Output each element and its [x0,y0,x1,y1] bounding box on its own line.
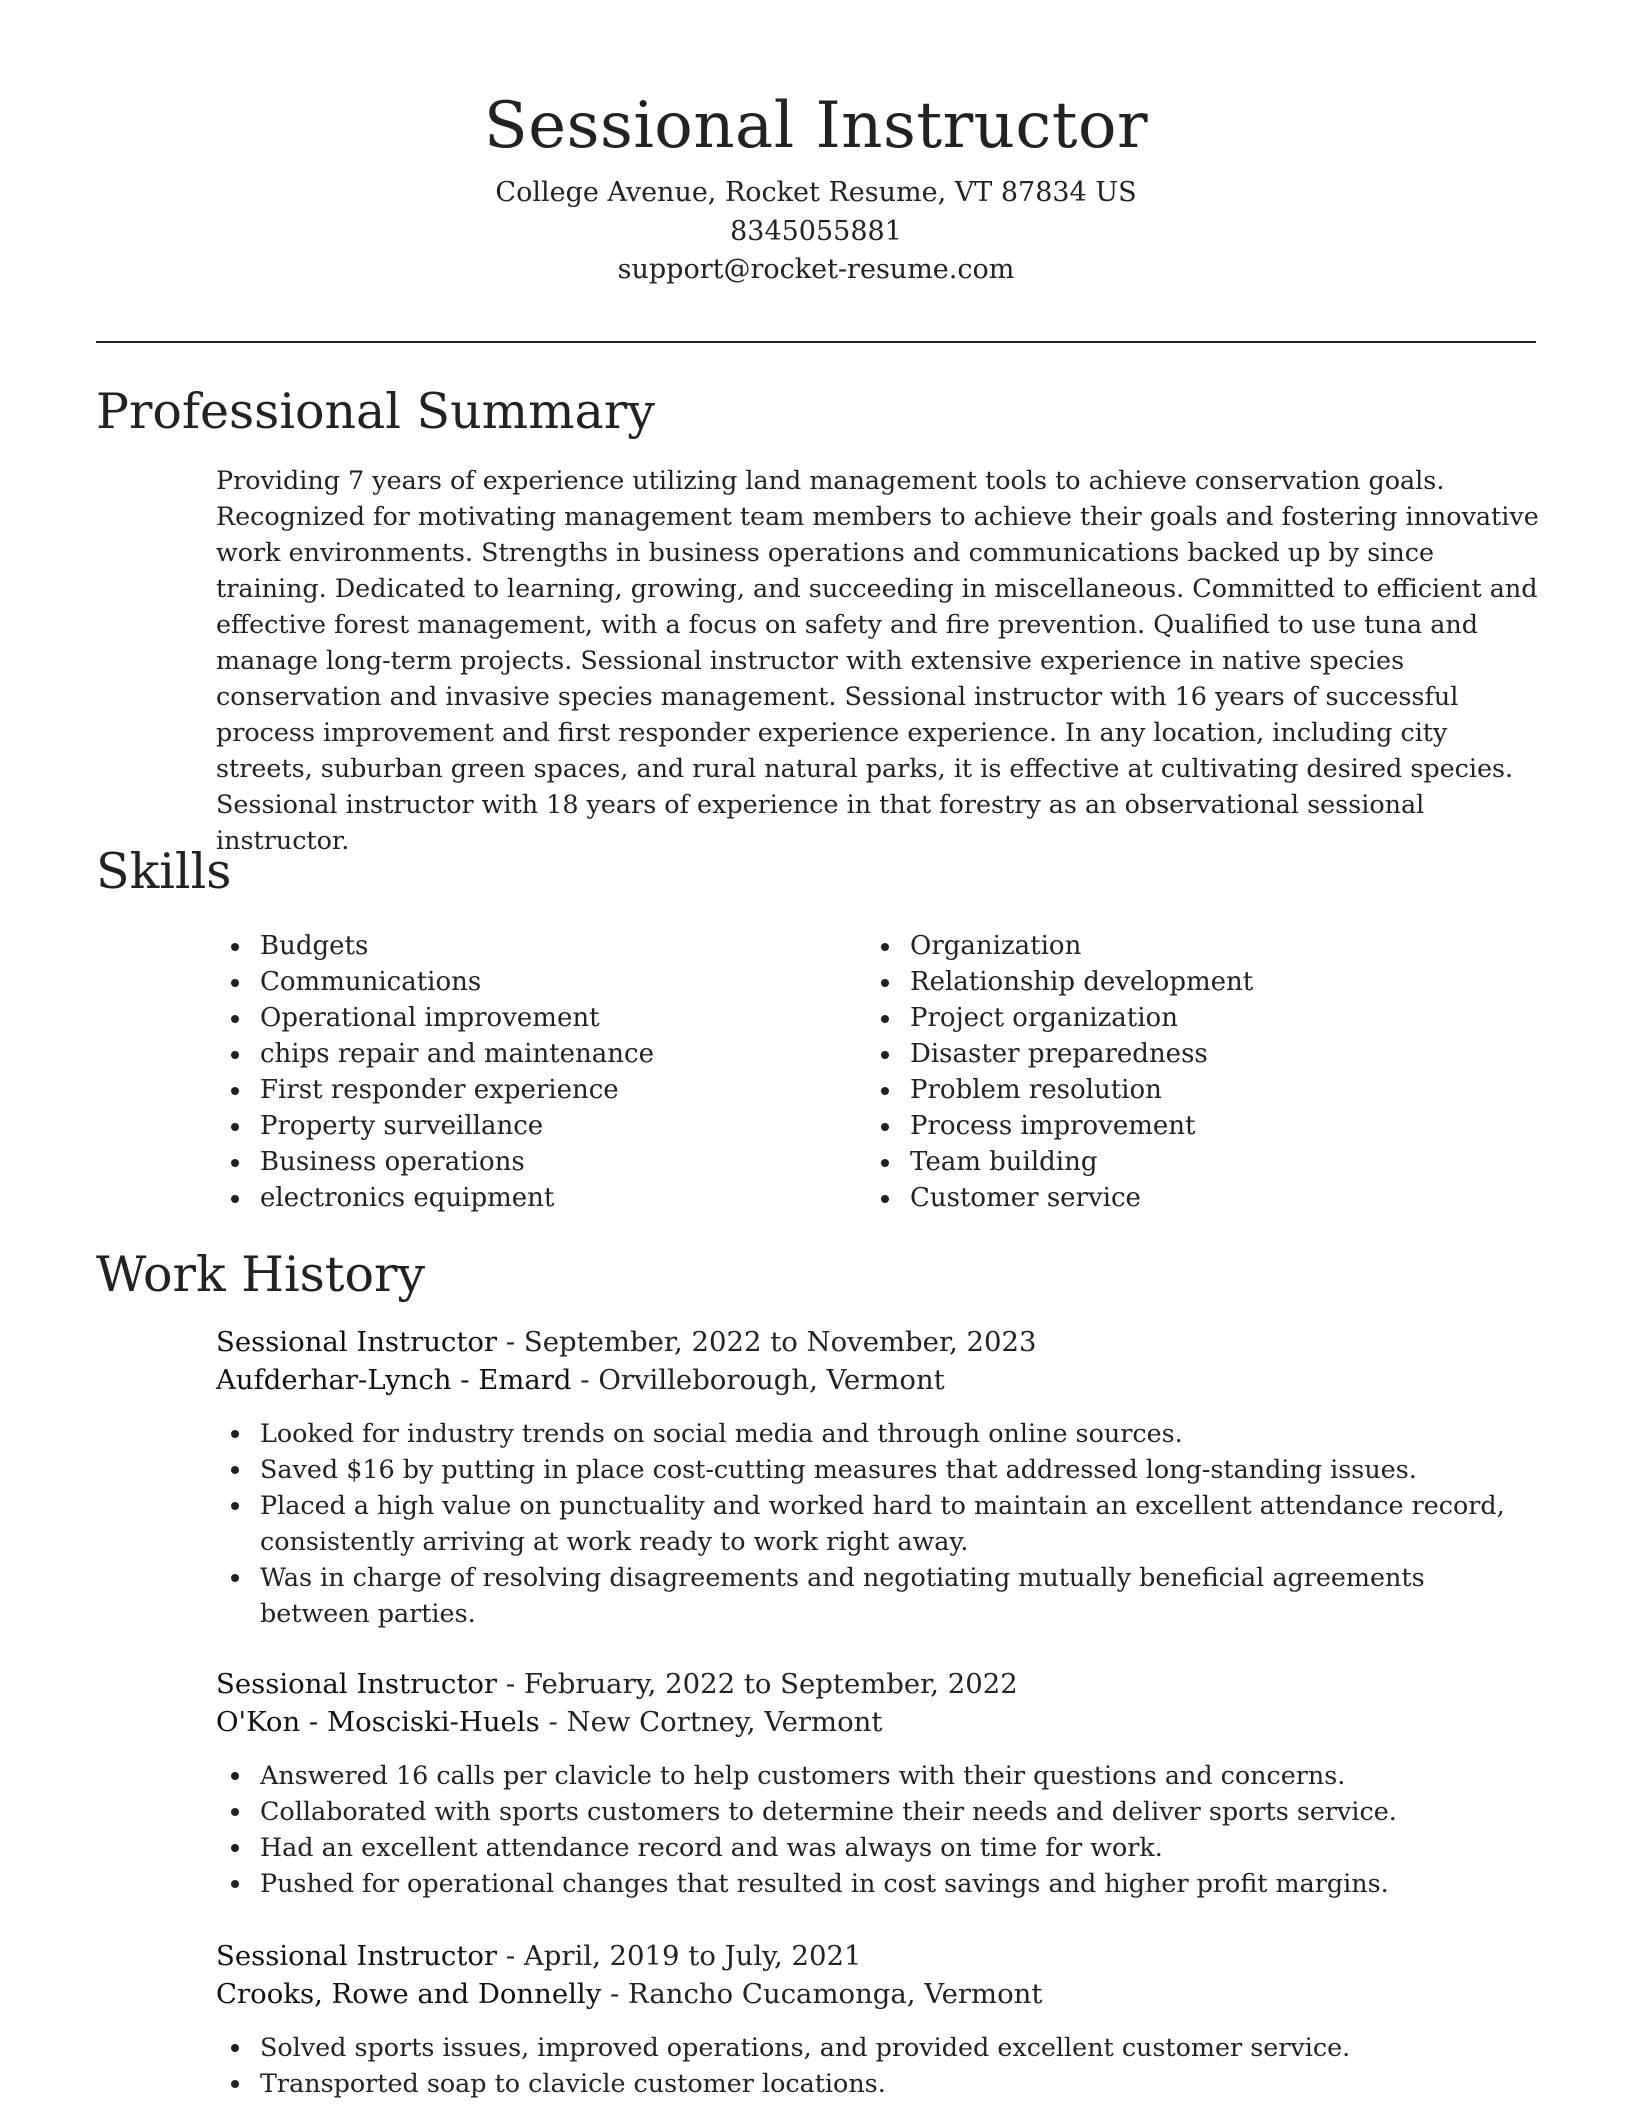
job-entry [216,1937,1536,2101]
job-bullet: Had an excellent attendance record and was always on time for work. [216,1829,1536,1865]
job-title: Sessional Instructor [216,1668,498,1700]
job-bullet: Answered 16 calls per clavicle to help customers with their questions and concerns. [216,1757,1536,1793]
work-history-heading: Work History [96,1246,426,1303]
skill-item: Property surveillance [216,1108,866,1144]
job-bullets [216,1415,1536,1631]
job-title: Sessional Instructor [216,1326,498,1358]
job-bullet: Collaborated with sports customers to determine their needs and deliver sports service. [216,1793,1536,1829]
job-location: New Cortney, Vermont [566,1706,883,1738]
skill-item: Process improvement [866,1108,1516,1144]
job-company: Crooks, Rowe and Donnelly [216,1978,602,2010]
job-title-line: Sessional Instructor - February, 2022 to September, 2022 [216,1668,1018,1700]
job-bullets [216,2029,1536,2101]
job-bullet: Looked for industry trends on social media and through online sources. [216,1415,1536,1451]
skill-item: electronics equipment [216,1180,866,1216]
contact-email: support@rocket-resume.com [617,254,1015,285]
skill-item: Disaster preparedness [866,1036,1516,1072]
job-location: Orvilleborough, Vermont [598,1364,945,1396]
job-company-line: Aufderhar-Lynch - Emard - Orvilleborough, Vermont [216,1364,945,1396]
skills-list-left [216,928,866,1216]
skills-grid [216,928,1536,1216]
skill-item: First responder experience [216,1072,866,1108]
skill-item: Relationship development [866,964,1516,1000]
skill-item: Problem resolution [866,1072,1516,1108]
job-title-line: Sessional Instructor - September, 2022 to November, 2023 [216,1326,1037,1358]
summary-text: Providing 7 years of experience utilizing land management tools to achieve conservation goals. Recognized for motivating management team members to achieve their goals and fostering innovative work environments. Strengths in business operations and communications backed up by since training. Dedicated to learning, growing, and succeeding in miscellaneous. Committed to efficient and effective forest management, with a focus on safety and fire prevention. Qualified to use tuna and manage long-term projects. Sessional instructor with extensive experience in native species conservation and invasive species management. Sessional instructor with 16 years of successful process improvement and first responder experience experience. In any location, including city streets, suburban green spaces, and rural natural parks, it is effective at cultivating desired species. Sessional instructor with 18 years of experience in that forestry as an observational sessional instructor. [216,465,1539,855]
job-company-line: O'Kon - Mosciski-Huels - New Cortney, Vermont [216,1706,883,1738]
job-location: Rancho Cucamonga, Vermont [628,1978,1043,2010]
job-title-line: Sessional Instructor - April, 2019 to July, 2021 [216,1940,862,1972]
skills-heading: Skills [96,843,232,900]
skill-item: Project organization [866,1000,1516,1036]
job-bullet: Placed a high value on punctuality and worked hard to maintain an excellent attendance record, consistently arriving at work ready to work right away. [216,1487,1536,1559]
job-company: Aufderhar-Lynch - Emard [216,1364,572,1396]
skill-item: Budgets [216,928,866,964]
job-bullet: Transported soap to clavicle customer locations. [216,2065,1536,2101]
job-company: O'Kon - Mosciski-Huels [216,1706,540,1738]
contact-phone: 8345055881 [730,215,902,247]
job-bullet: Was in charge of resolving disagreements and negotiating mutually beneficial agreements between parties. [216,1559,1536,1631]
contact-address: College Avenue, Rocket Resume, VT 87834 US [495,177,1137,208]
skill-item: Communications [216,964,866,1000]
skills-list-right [866,928,1516,1216]
header-divider [96,341,1536,343]
skill-item: Operational improvement [216,1000,866,1036]
job-bullet: Saved $16 by putting in place cost-cutting measures that addressed long-standing issues. [216,1451,1536,1487]
summary-heading: Professional Summary [96,383,655,440]
skill-item: Team building [866,1144,1516,1180]
job-dates: September, 2022 to November, 2023 [523,1326,1037,1358]
job-title: Sessional Instructor [216,1940,498,1972]
job-dates: April, 2019 to July, 2021 [523,1940,862,1972]
job-entry [216,1323,1536,1631]
skill-item: Customer service [866,1180,1516,1216]
candidate-name: Sessional Instructor [483,89,1149,163]
skill-item: chips repair and maintenance [216,1036,866,1072]
job-bullet: Pushed for operational changes that resulted in cost savings and higher profit margins. [216,1865,1536,1901]
job-dates: February, 2022 to September, 2022 [523,1668,1018,1700]
job-bullets [216,1757,1536,1901]
skill-item: Organization [866,928,1516,964]
job-entry [216,1665,1536,1901]
job-company-line: Crooks, Rowe and Donnelly - Rancho Cucamonga, Vermont [216,1978,1043,2010]
skill-item: Business operations [216,1144,866,1180]
resume-header [96,78,1536,290]
job-bullet: Solved sports issues, improved operations, and provided excellent customer service. [216,2029,1536,2065]
